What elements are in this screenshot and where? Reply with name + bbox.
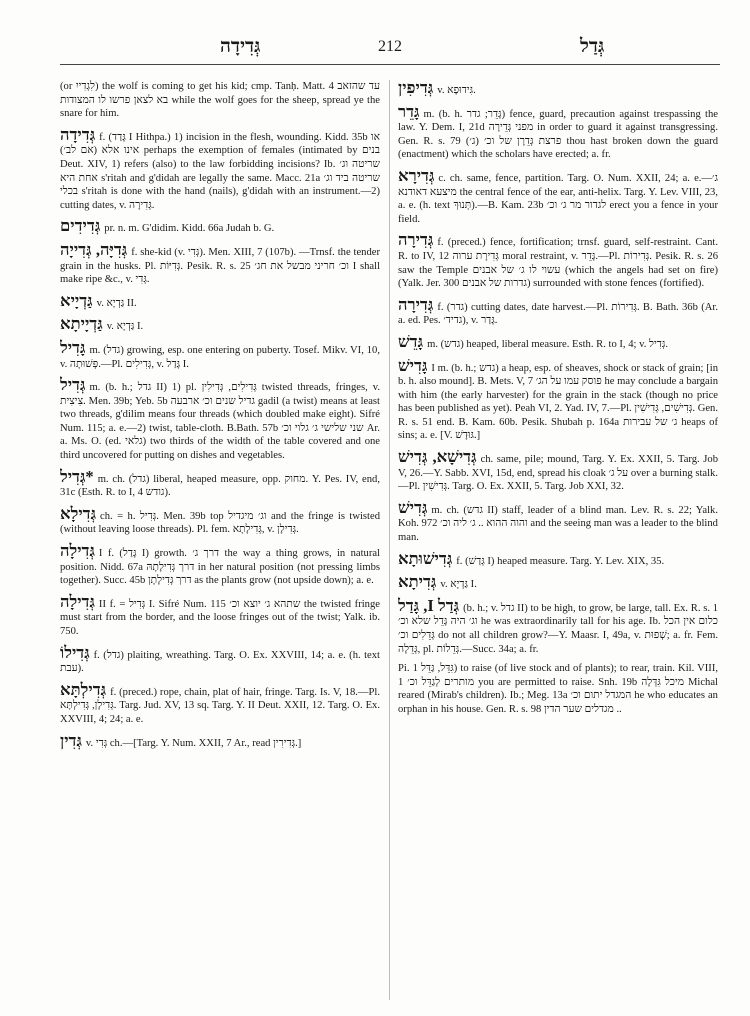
dictionary-entry <box>398 449 718 494</box>
entry-definition: v. גַּדְיָא II. <box>96 297 137 309</box>
entry-definition: II f. = גְּדִיל I. Sifré Num. 115 שתהא ג׳ יוצא וכ׳ the twisted fringe must start from the border, and the loose fringes out of the twist; Yalk. ib. 750. <box>60 598 380 637</box>
entry-definition: I f. (גָּדַל I) growth. דרך ג׳ the way a thing grows, in natural position. Nidd. 67a דרך גְּדִילָתָהּ in her natural position (not pressing limbs together). Succ. 45b דרך גְּדִילָתָן as the plants grow (not upside down); a. e. <box>60 548 380 587</box>
entry-headword: גְּדִיָּה, גְּדִייָה <box>60 239 128 259</box>
dictionary-entry <box>60 543 380 588</box>
dictionary-entry <box>398 355 718 444</box>
entry-headword: גְּדִילָה <box>60 591 95 611</box>
entry-headword: גְּדִידִים <box>60 216 101 236</box>
page-number: 212 <box>378 38 402 55</box>
left-column <box>60 80 380 1005</box>
entry-definition: v. גִּידוּפָא. <box>437 85 476 96</box>
dictionary-entry <box>398 80 718 98</box>
entry-definition: m. ch. (גדש II) staff, leader of a blind man. Lev. R. s. 22; Yalk. Koh. 972 והוה ההוא .. ג׳ ליה וכ׳ and the seeing man was a leader to the blind man. <box>398 504 718 544</box>
entry-headword: גְּדִילְתָּא <box>60 679 107 699</box>
entry-headword: גָּדִיל <box>60 337 86 357</box>
entry-definition: (b. h.; v. גדל II) to be high, to grow, be large, tall. Ex. R. s. 1 וג׳ היה גָּדֵל שלא וכ׳ he was extraordinarily tall for his age. Ib. כלום אין הכל גְּדֵלִים וכ׳ do not all children grow?—Y. Maasr. I, 49a, v. שְׁפוּת; a. fr. Fem. גְּדֵלָה, pl. גְּדֵלוֹת.—Succ. 34a; a. fr. <box>398 602 718 655</box>
entry-headword: גַּדְיָיא <box>60 290 93 310</box>
entry-headword: גְּדִירָה <box>398 294 434 314</box>
header-right-word: גְּדַל <box>580 36 605 57</box>
entry-definition: f. (preced.) fence, fortification; trnsf. guard, self-restraint. Cant. R. to IV, 12 גְּדִירָת ערוה moral restraint, v. גָּדֵר.—Pl. גְּדִירוֹת. Pesik. R. s. 26 saw the Temple עשוי לו ג׳ של אבנים (which the angels had set on fire) (Yalk. Jer. 300 גדרות של אבנים) surrounded with stone fences (fortified). <box>398 237 718 290</box>
entry-definition: m. (גדל) growing, esp. one entering on puberty. Tosef. Mikv. VI, 10, v. פְּשׁוּתָה.—Pl. גְּדִילִים, v. גָּדַל I. <box>60 344 380 370</box>
column-divider <box>389 80 390 1000</box>
entry-definition: v. גַּדְיָא I. <box>440 579 477 591</box>
entry-headword: גָּדִישׁ <box>398 355 428 375</box>
entry-definition: f. (גְּדַשׁ I) heaped measure. Targ. Y. Lev. XIX, 35. <box>456 555 665 567</box>
entry-headword: גָּדֵר <box>398 101 420 121</box>
entry-definition: m. ch. (גדל) liberal, heaped measure, opp. מחוק. Y. Pes. IV, end, 31c (Esth. R. to I, 4 גודש). <box>60 473 380 499</box>
dictionary-entry <box>398 497 718 545</box>
entry-definition: c. ch. same, fence, partition. Targ. O. Num. XXII, 24; a. e.—ג׳ מיצעא דאודנא the central fence of the ear, anti-helix. Targ. Y. Lev. VIII, 23, a. e. (h. text תְּנוּךְ).—B. Kam. 23b לגדור מר ג׳ וכ׳ erect you a fence in your field. <box>398 172 718 225</box>
dictionary-entry <box>60 466 380 500</box>
dictionary-entry <box>398 331 718 352</box>
entry-definition: ch. same, pile; mound, Targ. Y. Ex. XXII, 5. Targ. Job V, 26.—Y. Sabb. XVI, 15d, end, spread his cloak על ג׳ over a burning stalk.—Pl. גְּדִישִׁין. Targ. O. Ex. XXII, 5. Targ. Job XXI, 32. <box>398 454 718 493</box>
entry-headword: גְּדִידָה <box>60 124 96 144</box>
entry-definition: v. גְּדִי ch.—[Targ. Y. Num. XXII, 7 Ar., read גְּדִירִין.] <box>85 737 302 749</box>
dictionary-entry <box>60 591 380 639</box>
dictionary-entry <box>398 548 718 569</box>
dictionary-entry <box>60 377 380 463</box>
dictionary-entry <box>398 574 718 592</box>
dictionary-entry <box>60 679 380 727</box>
entry-definition: m. (גדש) heaped, liberal measure. Esth. R. to I, 4; v. גְּדִיל. <box>427 338 669 350</box>
entry-definition: v. גַּדְיָא I. <box>106 321 144 333</box>
dictionary-entry <box>60 218 380 236</box>
dictionary-entry <box>60 124 380 213</box>
entry-headword: גְּדִירָא <box>398 165 435 185</box>
entry-definition: m. (b. h. גָּדֵר; גדר) fence, guard, precaution against trespassing the law. Y. Dem. I, 21d מפני גְּדֵירָה in order to guard it against transgressing. Gen. R. s. 79 (ג׳) פרצת גְּדֵרָן של וכ׳ thou hast broken down the guard (enactment) which the scholars have erected; a. fr. <box>398 108 718 161</box>
entry-headword: גְּדִיפִין <box>398 80 434 97</box>
entry-definition: f. (גדר) cutting dates, date harvest.—Pl. גְּדִירוֹת. B. Bath. 36b (Ar. a. ed. Pes. גדיד׳), v. גָּדַר. <box>398 301 718 327</box>
dictionary-entry <box>398 165 718 226</box>
entry-definition: f. she-kid (v. גְּדִי). Men. XIII, 7 (107b). —Trnsf. the tender grain in the husks. Pl. גְּדִיּוֹת. Pesik. R. s. 25 וכ׳ חריני מבשל את חג׳ I shall make ripe &c., v. גְּדִי. <box>60 246 380 286</box>
header-rule <box>60 64 720 65</box>
entry-headword: גְּדִיל <box>60 375 86 395</box>
header-left-word: גְּדִידָה <box>220 36 261 57</box>
entry-headword: גְּדִין <box>60 730 82 750</box>
dictionary-entry <box>60 642 380 676</box>
right-column <box>398 80 718 1005</box>
dictionary-entry <box>398 595 718 656</box>
entry-headword: גְּדִישׁ <box>398 497 428 517</box>
entry-headword: גְּדִירָה <box>398 230 434 250</box>
dictionary-entry <box>60 80 380 121</box>
entry-headword: *גְּדִיל <box>60 466 94 486</box>
entry-headword: גְּדִישׁוּתָא <box>398 548 453 568</box>
entry-headword: גְּדִישָׁא, גְּדִישׁ <box>398 447 477 467</box>
dictionary-entry <box>60 337 380 371</box>
entry-definition: ch. = h. גְּדִיל. Men. 39b top וג׳ מיגדיל and the fringe is twisted (without leaving loose threads). Pl. fem. גְּדִילָתָא, v. גְּדִילָן. <box>60 510 380 536</box>
dictionary-entry <box>60 316 380 334</box>
entry-headword: גְּדַל I, גָּדַל <box>398 595 460 615</box>
entry-definition: f. (גָּדַד I Hithpa.) 1) incision in the flesh, wounding. Kidd. 35b או אינו אלא (אם לב׳) perhaps the exemption of females (intimated by בנים Deut. XIV, 1) refers (also) to the law forbidding incisions? Ib. שריטה וג׳ אחת היא s'ritah and g'didah are legally the same. Macc. 21a שריטה ביד וג׳ בכלי s'ritah is done with the hand (nails), g'didah with an instrument.—2) cutting dates, v. גְּדִירָה. <box>60 131 380 211</box>
dictionary-entry <box>398 294 718 328</box>
dictionary-entry <box>398 662 718 716</box>
dictionary-entry <box>60 290 380 311</box>
entry-headword: גָּדֵשׁ <box>398 331 424 351</box>
dictionary-entry <box>60 730 380 751</box>
entry-definition: f. (preced.) rope, chain, plat of hair, fringe. Targ. Is. V, 18.—Pl. גְּדִילָן, גְּדִילְתָּא. Targ. Jud. XV, 13 sq. Targ. Y. II Deut. XXII, 12. Targ. O. Ex. XXVIII, 4; 24; a. e. <box>60 686 380 725</box>
entry-definition: m. (b. h.; גדל II) 1) pl. גְּדִילִים, גְּדִילִין twisted threads, fringes, v. צִיצִית. Men. 39b; Yeb. 5b גדיל שנים וכ׳ ארבעה gadil (a twist) means at least two threads, g'dilim means four threads (which doubled make eight). Sifré Num. 115; a. e.—2) twist, table-cloth. B.Bath. 57b שני שלישי ג׳ גלוי וכ׳ Ar. a. Ms. O. (ed. גלאי) two thirds of the width of the table covered and one third uncovered for putting on dishes and vegetables. <box>60 382 380 462</box>
dictionary-entry <box>60 239 380 287</box>
dictionary-entry <box>60 503 380 537</box>
entry-headword: גַּדְיָיתָא <box>60 314 103 334</box>
page-header <box>60 36 720 62</box>
entry-headword: גְּדִילוֹ <box>60 642 90 662</box>
entry-definition: I m. (b. h.; גדש) a heap, esp. of sheaves, shock or stack of grain; [in b. h. also mound]. B. Mets. V, 7 פוסק עמו על הג׳ he may conclude a bargain with him (the early harvester) for the grain in the stack (though no price has been published as yet). Peah VI, 2. Yad. IV, 7.—Pl. גְּדִישִׁים, גְּדִישִׁין. Gen. R. s. 51 end. B. Kam. 60b. Pesik. Shubah p. 164a ג׳ של עבירות heaps of sins; a. e. [V. גּוּדָשׁ.] <box>398 362 718 442</box>
entry-definition: Pi. גִּדֵּל, גַּדֵּל 1) to raise (of live stock and of plants); to rear, train. Kil. VIII, 1 מותרים לְגַדֵּל וכ׳ you are permitted to raise. Snh. 19b מיכל גִּדְּלָה Michal reared (Mirab's children). Ib.; Meg. 13a המגדל יתום וכ׳ he who educates an orphan in his house. Gen. R. s. 98 מגדלים שער הדין .. <box>398 663 718 715</box>
entry-headword: גְּדִיתָא <box>398 572 437 592</box>
entry-headword: גְּדִילָה <box>60 541 95 561</box>
entry-definition: f. (גדל) plaiting, wreathing. Targ. O. Ex. XXVIII, 14; a. e. (h. text עבת). <box>60 649 380 675</box>
entry-definition: pr. n. m. G'didim. Kidd. 66a Judah b. G. <box>104 223 275 235</box>
dictionary-entry <box>398 101 718 162</box>
entry-definition: (or לִגְדִייִ) the wolf is coming to get his kid; cmp. Tanḥ. Matt. 4 עד שהזאב בא לצאן פרשו לו המצודות while the wolf goes for the sheep, spread ye the snare for him. <box>60 81 380 120</box>
dictionary-entry <box>398 232 718 290</box>
entry-headword: גְּדִילָא <box>60 503 97 523</box>
